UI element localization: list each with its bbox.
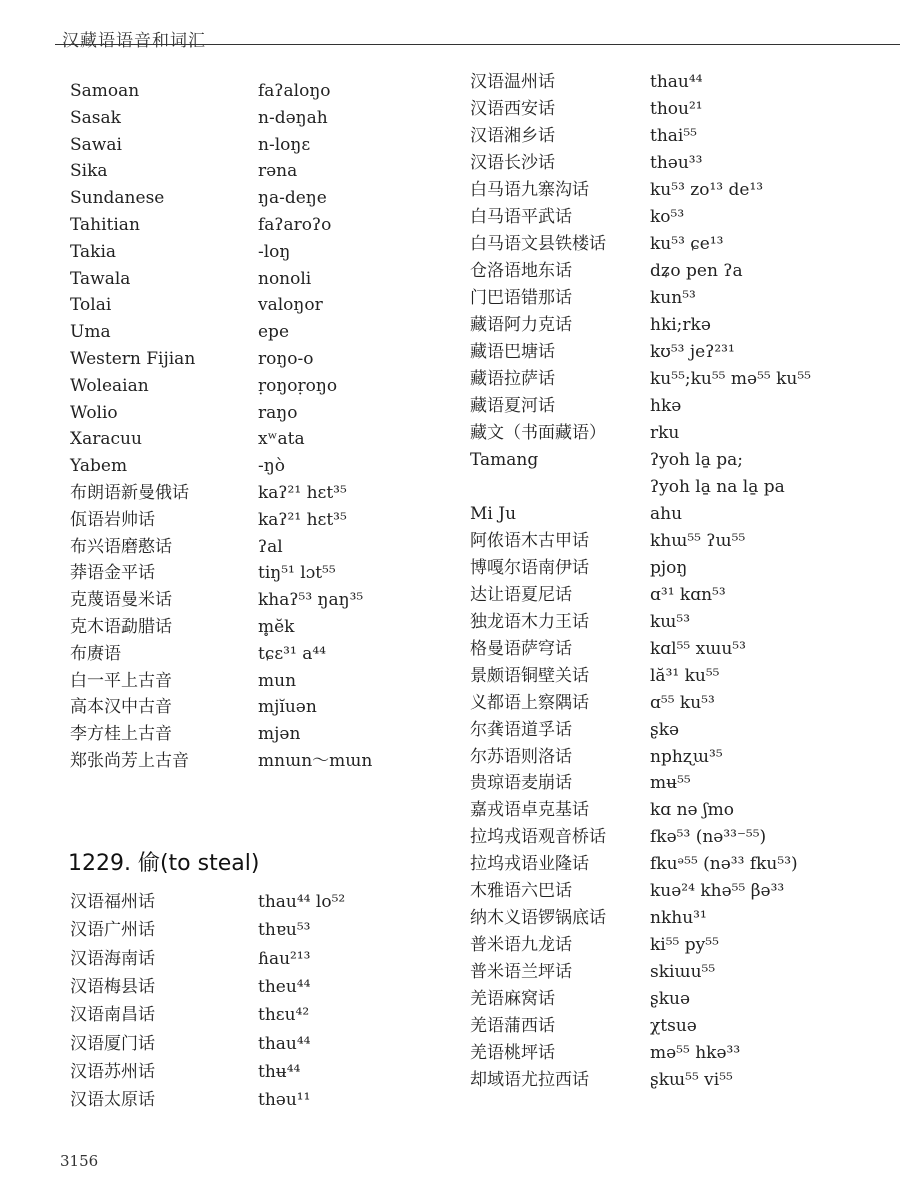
word-form: hkə: [650, 395, 682, 416]
language-name: Woleaian: [70, 375, 149, 396]
word-form: thai⁵⁵: [650, 125, 697, 146]
language-name: Samoan: [70, 81, 140, 101]
word-form: ko⁵³: [650, 206, 685, 227]
language-name: 佤语岩帅话: [70, 509, 155, 530]
language-name: 羌语桃坪话: [470, 1043, 555, 1064]
word-form: xʷata: [258, 429, 305, 450]
language-name: 高本汉中古音: [70, 697, 172, 718]
language-name: 李方桂上古音: [70, 724, 172, 745]
language-name: Sawai: [70, 134, 122, 155]
word-form: faʔaloŋo: [258, 81, 331, 101]
language-name: 莽语金平话: [70, 563, 155, 584]
word-form: kun⁵³: [650, 287, 696, 308]
language-name: 藏文（书面藏语）: [470, 422, 606, 443]
language-name: 尔龚语道孚话: [470, 719, 572, 740]
word-form: ŋa-deŋe: [258, 188, 327, 209]
language-name: 独龙语木力王话: [470, 611, 589, 632]
word-form: ʔal: [258, 536, 283, 557]
word-form: ʔyoh la̱ pa;: [650, 449, 744, 470]
language-name: 白一平上古音: [70, 670, 172, 691]
word-form: lă³¹ ku⁵⁵: [650, 665, 720, 686]
language-name: 仓洛语地东话: [470, 260, 572, 281]
language-name: 尔苏语则洛话: [470, 746, 572, 767]
word-form: mun: [258, 670, 297, 691]
language-name: 克木语勐腊话: [70, 617, 172, 637]
language-name: 阿侬语木古甲话: [470, 530, 589, 551]
running-header: 汉藏语语音和词汇: [62, 31, 206, 51]
language-name: 布兴语磨憨话: [70, 536, 172, 557]
language-name: Tolai: [70, 295, 112, 316]
language-name: Tawala: [70, 268, 131, 289]
language-name: 藏语巴塘话: [470, 341, 555, 362]
word-form: roŋo-o: [258, 349, 314, 369]
language-name: Yabem: [70, 456, 128, 477]
language-name: 拉坞戎语观音桥话: [470, 827, 606, 848]
language-name: 却域语尤拉西话: [470, 1070, 589, 1091]
word-form: kuə²⁴ khə⁵⁵ βə³³: [650, 881, 785, 902]
language-name: 景颇语铜壁关话: [470, 665, 589, 686]
word-form: ki⁵⁵ py⁵⁵: [650, 935, 719, 956]
language-name: Wolio: [70, 402, 118, 423]
language-name: 达让语夏尼话: [470, 584, 572, 605]
word-form: hki;rkə: [650, 314, 711, 335]
language-name: 嘉戎语卓克基话: [470, 800, 589, 821]
language-name: 格曼语萨穹话: [470, 638, 572, 659]
language-name: 普米语九龙话: [470, 935, 572, 956]
word-form: theu⁴⁴: [258, 976, 311, 997]
word-form: ɦau²¹³: [258, 948, 311, 969]
language-name: 贵琼语麦崩话: [470, 773, 572, 794]
word-form: nonoli: [258, 268, 312, 289]
word-form: faʔaroʔo: [258, 215, 332, 235]
word-form: rku: [650, 422, 680, 443]
word-form: skiɯu⁵⁵: [650, 962, 716, 983]
language-name: Sundanese: [70, 188, 165, 209]
word-form: thɛu⁴²: [258, 1005, 310, 1026]
word-form: raŋo: [258, 402, 298, 423]
word-form: tɕɛ³¹ a⁴⁴: [258, 643, 326, 664]
page-number: 3156: [60, 1152, 99, 1170]
language-name: 白马语九寨沟话: [470, 179, 589, 200]
language-name: Mi Ju: [470, 503, 517, 524]
language-name: Sika: [70, 161, 108, 182]
language-name: 汉语湘乡话: [470, 125, 555, 146]
language-name: 汉语福州话: [70, 892, 155, 912]
word-form: thau⁴⁴ lo⁵²: [258, 892, 346, 912]
language-name: 汉语西安话: [470, 98, 555, 119]
word-form: ahu: [650, 503, 683, 524]
word-form: ṛoŋoṛoŋo: [258, 375, 338, 396]
word-form: ku⁵³ zo¹³ de¹³: [650, 179, 764, 200]
word-form: thau⁴⁴: [650, 72, 703, 92]
language-name: Xaracuu: [70, 429, 142, 450]
word-form: thəu³³: [650, 152, 703, 173]
word-form: epe: [258, 322, 290, 343]
language-name: 汉语长沙话: [470, 152, 555, 173]
word-form: kaʔ²¹ hɛt³⁵: [258, 483, 347, 503]
language-name: 汉语苏州话: [70, 1061, 155, 1082]
language-name: Western Fijian: [70, 349, 196, 369]
word-form: khaʔ⁵³ ŋaŋ³⁵: [258, 590, 364, 611]
word-form: n-loŋɛ: [258, 134, 311, 155]
word-form: m̥ĕk: [258, 617, 295, 637]
word-form: ʂkə: [650, 719, 680, 740]
language-name: 普米语兰坪话: [470, 962, 572, 983]
word-form: ʔyoh la̱ na la̱ pa: [650, 476, 785, 497]
language-name: 羌语蒲西话: [470, 1016, 555, 1037]
word-form: ʂkɯ⁵⁵ vi⁵⁵: [650, 1070, 733, 1091]
word-form: fkə⁵³ (nə³³⁻⁵⁵): [650, 827, 767, 848]
language-name: Takia: [70, 241, 117, 262]
word-form: pjoŋ: [650, 557, 688, 578]
language-name: 汉语南昌话: [70, 1005, 155, 1026]
word-form: dʑo pen ʔa: [650, 260, 743, 281]
word-form: thau⁴⁴: [258, 1033, 311, 1054]
word-form: mə⁵⁵ hkə³³: [650, 1043, 741, 1064]
word-form: -ŋò: [258, 456, 285, 477]
word-form: mʉ⁵⁵: [650, 773, 691, 794]
language-name: 藏语拉萨话: [470, 368, 555, 389]
word-form: thɐu⁵³: [258, 920, 311, 941]
section-heading: 1229. 偷(to steal): [68, 851, 260, 876]
word-form: ɑ³¹ kɑn⁵³: [650, 584, 726, 605]
language-name: 汉语温州话: [470, 72, 555, 92]
word-form: ku⁵³ ɕe¹³: [650, 233, 724, 254]
language-name: 拉坞戎语业隆话: [470, 854, 589, 875]
word-form: thəu¹¹: [258, 1090, 311, 1111]
language-name: 藏语阿力克话: [470, 314, 572, 335]
language-name: 汉语广州话: [70, 920, 155, 941]
language-name: 布朗语新曼俄话: [70, 483, 189, 503]
word-form: kɑ nə ʃmo: [650, 800, 734, 821]
word-form: ʂkuə: [650, 989, 691, 1010]
word-form: kɯ⁵³: [650, 611, 691, 632]
word-form: ɑ⁵⁵ ku⁵³: [650, 692, 715, 713]
word-form: rəna: [258, 161, 298, 182]
language-name: 义都语上察隅话: [470, 692, 589, 713]
word-form: -loŋ: [258, 241, 291, 262]
language-name: 木雅语六巴话: [470, 881, 572, 902]
language-name: 博嘎尔语南伊话: [470, 557, 589, 578]
word-form: thʉ⁴⁴: [258, 1061, 301, 1082]
word-form: ku⁵⁵;ku⁵⁵ mə⁵⁵ ku⁵⁵: [650, 368, 811, 389]
word-form: χtsuə: [650, 1016, 697, 1037]
word-form: kɑl⁵⁵ xɯu⁵³: [650, 638, 746, 659]
language-name: 汉语太原话: [70, 1090, 155, 1111]
language-name: 汉语梅县话: [70, 976, 155, 997]
word-form: mjĭuən: [258, 697, 317, 718]
word-form: khɯ⁵⁵ ʔɯ⁵⁵: [650, 530, 746, 551]
word-form: thou²¹: [650, 98, 703, 119]
word-form: kʊ⁵³ jeʔ²³¹: [650, 341, 735, 362]
language-name: 纳木义语锣锅底话: [470, 908, 606, 929]
word-form: nkhu³¹: [650, 908, 707, 929]
language-name: 藏语夏河话: [470, 395, 555, 416]
language-name: Uma: [70, 322, 111, 343]
language-name: Sasak: [70, 107, 121, 128]
language-name: 克蔑语曼米话: [70, 590, 172, 611]
language-name: 白马语文县铁楼话: [470, 233, 606, 254]
language-name: 汉语厦门话: [70, 1033, 155, 1054]
language-name: 羌语麻窝话: [470, 989, 555, 1010]
language-name: Tamang: [470, 449, 539, 470]
header-rule: [55, 44, 900, 45]
word-form: tiŋ⁵¹ lɔt⁵⁵: [258, 563, 336, 584]
word-form: mjən: [258, 724, 301, 745]
language-name: 白马语平武话: [470, 206, 572, 227]
word-form: mnɯn～mɯn: [258, 751, 373, 771]
language-name: 汉语海南话: [70, 948, 155, 969]
language-name: 郑张尚芳上古音: [70, 751, 189, 771]
word-form: nphʐɯ³⁵: [650, 746, 723, 767]
word-form: valoŋor: [258, 295, 323, 316]
word-form: kaʔ²¹ hɛt³⁵: [258, 509, 347, 530]
word-form: fkuᵊ⁵⁵ (nə³³ fku⁵³): [650, 854, 798, 875]
language-name: 布赓语: [70, 643, 121, 664]
language-name: 门巴语错那话: [470, 287, 572, 308]
word-form: n-dəŋah: [258, 107, 328, 128]
language-name: Tahitian: [70, 215, 140, 235]
